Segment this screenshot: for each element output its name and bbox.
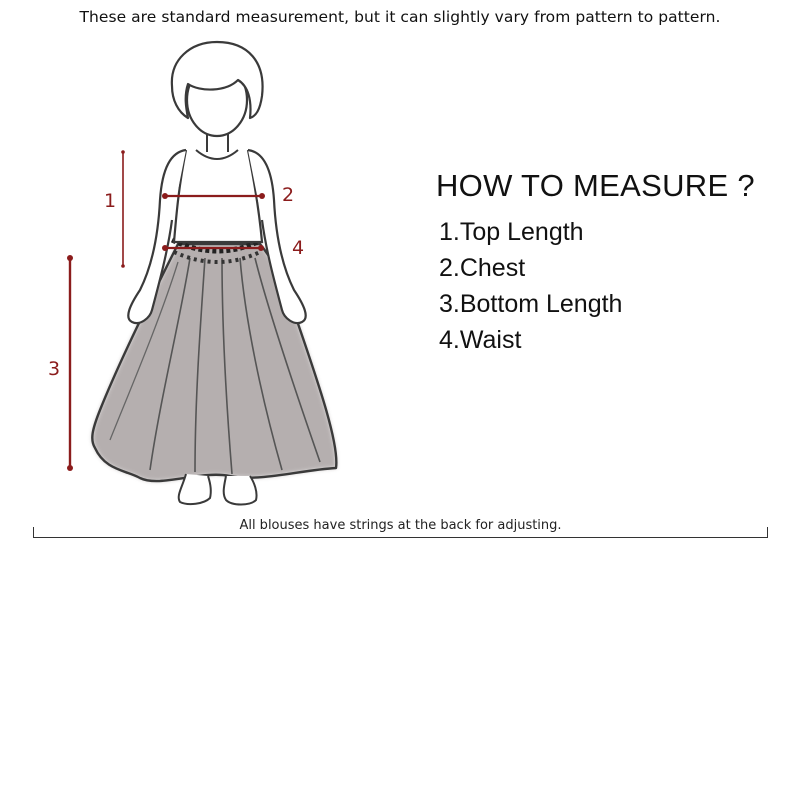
step-bottom-length: 3.Bottom Length [439, 290, 623, 318]
step-waist: 4.Waist [439, 326, 522, 354]
how-to-measure-panel [436, 168, 755, 358]
head [172, 42, 263, 152]
chest-label: 2 [282, 184, 295, 206]
bottom-length-label: 3 [48, 358, 61, 380]
how-to-measure-title: HOW TO MEASURE ? [436, 168, 755, 203]
skirt-shape [92, 244, 336, 481]
top-length-marker [121, 150, 125, 268]
step-top-length: 1.Top Length [439, 218, 584, 246]
waist-label: 4 [292, 237, 305, 259]
footer-note-box [33, 518, 768, 538]
top-length-label: 1 [104, 190, 117, 212]
feet [179, 474, 257, 505]
footer-note: All blouses have strings at the back for adjusting. [239, 518, 562, 533]
bottom-length-marker [67, 255, 73, 471]
step-chest: 2.Chest [439, 254, 526, 282]
measurement-disclaimer: These are standard measurement, but it can slightly vary from pattern to pattern. [79, 8, 721, 26]
measure-steps-list [436, 214, 755, 358]
